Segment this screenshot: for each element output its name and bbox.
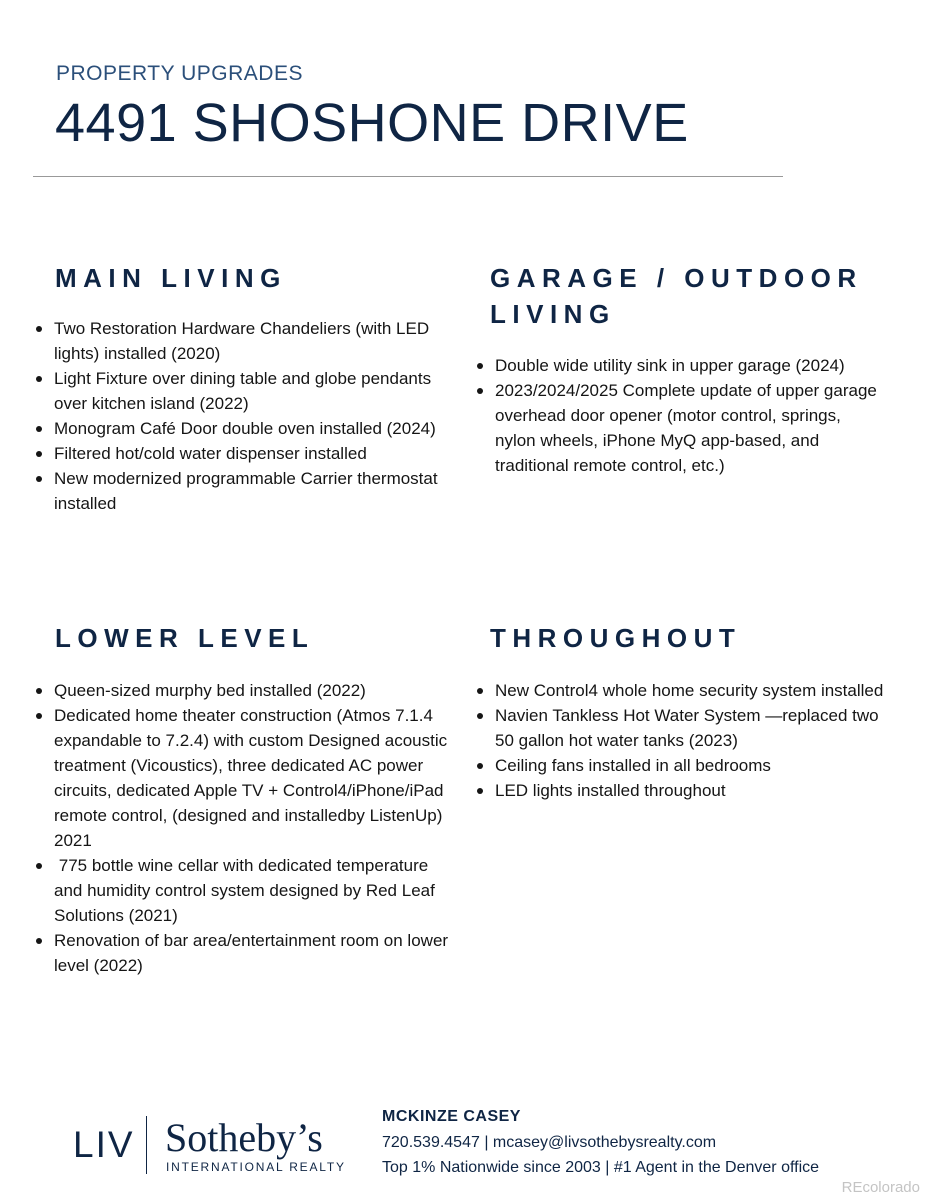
list-item: 775 bottle wine cellar with dedicated temperature and humidity control system designed by Red Leaf Solutions (2021) xyxy=(34,853,454,928)
logo-divider xyxy=(146,1116,147,1174)
list-item: Monogram Café Door double oven installed (2024) xyxy=(34,416,454,441)
list-item: Queen-sized murphy bed installed (2022) xyxy=(34,678,454,703)
upgrade-list xyxy=(475,353,885,478)
upgrade-list xyxy=(34,678,454,978)
agent-name: MCKINZE CASEY xyxy=(382,1108,521,1125)
watermark: REcolorado xyxy=(841,1179,920,1196)
section-heading xyxy=(475,260,885,332)
agent-phone-email: 720.539.4547 | mcasey@livsothebysrealty.com xyxy=(382,1133,717,1151)
list-item: LED lights installed throughout xyxy=(475,778,885,803)
list-item: Light Fixture over dining table and globe pendants over kitchen island (2022) xyxy=(34,366,454,416)
page-title: 4491 SHOSHONE DRIVE xyxy=(55,93,689,153)
page-kicker: PROPERTY UPGRADES xyxy=(56,62,303,85)
agent-contact-block xyxy=(382,1104,819,1181)
section-garage-outdoor xyxy=(475,260,885,478)
logo-tagline: INTERNATIONAL REALTY xyxy=(166,1160,346,1174)
section-main-living xyxy=(34,260,454,516)
list-item: Filtered hot/cold water dispenser installed xyxy=(34,441,454,466)
list-item: 2023/2024/2025 Complete update of upper garage overhead door opener (motor control, springs, nylon wheels, iPhone MyQ app-based, and traditional remote control, etc.) xyxy=(475,378,885,478)
section-heading: THROUGHOUT xyxy=(490,623,742,653)
list-item: Dedicated home theater construction (Atmos 7.1.4 expandable to 7.2.4) with custom Designed acoustic treatment (Vicoustics), three dedicated AC power circuits, dedicated Apple TV + Control4/iPhone/iPad remote control, (designed and installedby ListenUp) 2021 xyxy=(34,703,454,853)
header-divider xyxy=(33,176,783,177)
section-throughout xyxy=(475,620,885,803)
upgrade-list xyxy=(34,316,454,516)
section-heading: LOWER LEVEL xyxy=(55,623,315,653)
list-item: New Control4 whole home security system installed xyxy=(475,678,885,703)
list-item: Ceiling fans installed in all bedrooms xyxy=(475,753,885,778)
upgrade-list xyxy=(475,678,885,803)
list-item: Renovation of bar area/entertainment room on lower level (2022) xyxy=(34,928,454,978)
brokerage-logo xyxy=(73,1114,373,1176)
section-heading-line1: GARAGE / OUTDOOR xyxy=(490,263,863,293)
logo-sothebys: Sotheby’s xyxy=(165,1115,323,1160)
agent-tagline: Top 1% Nationwide since 2003 | #1 Agent in the Denver office xyxy=(382,1159,820,1176)
section-heading: MAIN LIVING xyxy=(55,263,287,293)
section-heading-line2: LIVING xyxy=(490,299,616,329)
list-item: Navien Tankless Hot Water System —replaced two 50 gallon hot water tanks (2023) xyxy=(475,703,885,753)
list-item: Double wide utility sink in upper garage (2024) xyxy=(475,353,885,378)
list-item: Two Restoration Hardware Chandeliers (with LED lights) installed (2020) xyxy=(34,316,454,366)
logo-liv: LIV xyxy=(73,1124,135,1165)
section-lower-level xyxy=(34,620,454,978)
list-item: New modernized programmable Carrier thermostat installed xyxy=(34,466,454,516)
